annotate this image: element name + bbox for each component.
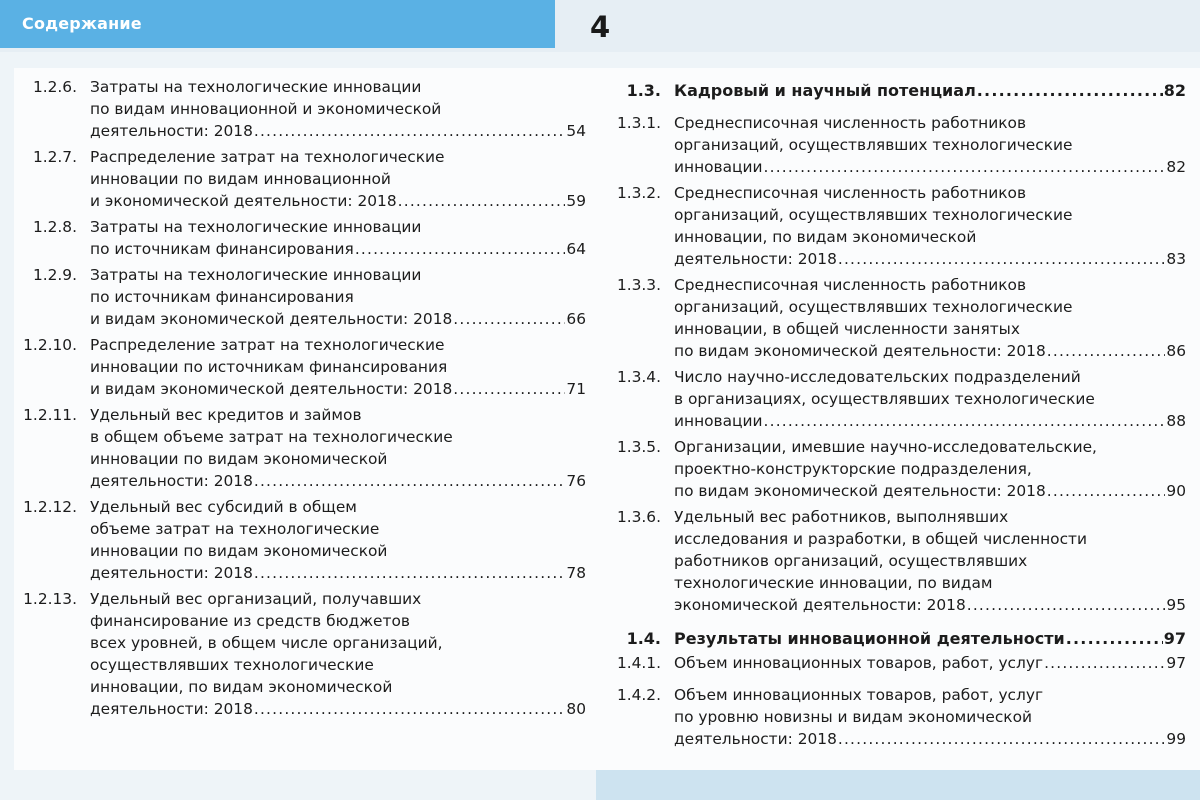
toc-entry-last-line: [90, 120, 586, 142]
toc-entry-line: инновации: [674, 158, 763, 176]
toc-entry[interactable]: [14, 334, 586, 400]
toc-entry-number: 1.3.: [626, 81, 661, 100]
toc-entry[interactable]: [14, 404, 586, 492]
dot-leader: [398, 190, 566, 212]
toc-page-ref: 90: [1166, 482, 1186, 500]
toc-entry-number: 1.3.1.: [616, 114, 661, 132]
toc-page-ref: 99: [1166, 730, 1186, 748]
toc-entry-line: Кадровый и научный потенциал: [674, 81, 976, 100]
toc-entry-number: 1.3.6.: [616, 508, 661, 526]
toc-page-ref: 95: [1166, 596, 1186, 614]
toc-entry[interactable]: [608, 182, 1186, 270]
dot-leader: [254, 698, 566, 720]
toc-entry[interactable]: [608, 112, 1186, 178]
toc-entry-number: 1.4.: [626, 629, 661, 648]
toc-entry-line: по видам инновационной и экономической: [90, 100, 442, 118]
toc-entry-line: деятельности: 2018: [90, 700, 253, 718]
toc-entry-title: [90, 404, 586, 492]
toc-entry-line: и экономической деятельности: 2018: [90, 192, 397, 210]
toc-entry-line: Распределение затрат на технологические: [90, 148, 445, 166]
toc-entry-line: исследования и разработки, в общей численности: [674, 530, 1088, 548]
toc-entry-title: [90, 588, 586, 720]
toc-entry-last-line: [90, 238, 586, 260]
toc-entry-title: [674, 506, 1186, 616]
toc-entry-line: организаций, осуществлявших технологические: [674, 298, 1073, 316]
toc-page-ref: 54: [566, 122, 586, 140]
toc-entry[interactable]: [608, 652, 1186, 674]
toc-entry-line: Удельный вес субсидий в общем: [90, 498, 357, 516]
toc-entry-line: деятельности: 2018: [674, 250, 837, 268]
toc-entry-line: финансирование из средств бюджетов: [90, 612, 410, 630]
toc-page-ref: 71: [566, 380, 586, 398]
dot-leader: [453, 308, 565, 330]
toc-page-ref: 97: [1163, 629, 1186, 648]
toc-page-ref: 83: [1166, 250, 1186, 268]
toc-page-ref: 78: [566, 564, 586, 582]
toc-entry[interactable]: [14, 496, 586, 584]
section-header-band: [0, 0, 555, 48]
toc-entry-last-line: [674, 480, 1186, 502]
dot-leader: [764, 156, 1166, 178]
toc-entry-last-line: [674, 80, 1186, 102]
toc-entry-line: инновации, в общей численности занятых: [674, 320, 1020, 338]
toc-entry-number: 1.2.13.: [23, 590, 77, 608]
dot-leader: [838, 248, 1166, 270]
toc-entry-line: в общем объеме затрат на технологические: [90, 428, 453, 446]
toc-entry-number: 1.2.11.: [23, 406, 77, 424]
toc-entry-title: [90, 334, 586, 400]
dot-leader: [355, 238, 566, 260]
toc-entry-line: Число научно-исследовательских подразделений: [674, 368, 1081, 386]
toc-page-ref: 97: [1166, 654, 1186, 672]
toc-entry-line: инновации по источникам финансирования: [90, 358, 448, 376]
toc-entry-last-line: [90, 470, 586, 492]
toc-entry-number: 1.2.8.: [32, 218, 77, 236]
toc-page-ref: 66: [566, 310, 586, 328]
toc-entry-line: осуществлявших технологические: [90, 656, 374, 674]
toc-entry[interactable]: [608, 274, 1186, 362]
toc-entry-number: 1.3.5.: [616, 438, 661, 456]
toc-entry-line: по источникам финансирования: [90, 288, 354, 306]
toc-page-ref: 59: [566, 192, 586, 210]
toc-entry-line: Удельный вес работников, выполнявших: [674, 508, 1009, 526]
toc-entry-line: Объем инновационных товаров, работ, услуг: [674, 654, 1044, 672]
toc-entry-line: инновации по видам экономической: [90, 450, 388, 468]
toc-entry-line: организаций, осуществлявших технологические: [674, 206, 1073, 224]
toc-entry-line: по видам экономической деятельности: 2018: [674, 482, 1046, 500]
dot-leader: [977, 80, 1163, 102]
dot-leader: [254, 470, 566, 492]
toc-entry-title: [90, 146, 586, 212]
toc-entry-line: Среднесписочная численность работников: [674, 276, 1027, 294]
toc-entry-last-line: [674, 594, 1186, 616]
toc-entry[interactable]: [14, 588, 586, 720]
toc-page-ref: 88: [1166, 412, 1186, 430]
toc-entry-title: [674, 366, 1186, 432]
toc-entry[interactable]: [608, 506, 1186, 616]
toc-entry-line: по источникам финансирования: [90, 240, 354, 258]
toc-entry[interactable]: [608, 366, 1186, 432]
toc-entry-line: по видам экономической деятельности: 2018: [674, 342, 1046, 360]
toc-entry-number: 1.3.3.: [616, 276, 661, 294]
toc-entry-title: [90, 76, 586, 142]
toc-entry-line: Результаты инновационной деятельности: [674, 629, 1065, 648]
dot-leader: [254, 120, 566, 142]
toc-entry-line: деятельности: 2018: [90, 564, 253, 582]
toc-page: [14, 68, 1200, 770]
toc-entry-line: и видам экономической деятельности: 2018: [90, 310, 453, 328]
toc-entry-line: деятельности: 2018: [90, 122, 253, 140]
toc-page-ref: 86: [1166, 342, 1186, 360]
toc-page-ref: 80: [566, 700, 586, 718]
toc-entry-last-line: [674, 652, 1186, 674]
toc-entry-last-line: [674, 340, 1186, 362]
toc-entry-last-line: [90, 190, 586, 212]
toc-entry[interactable]: [14, 216, 586, 260]
toc-entry-line: Удельный вес организаций, получавших: [90, 590, 422, 608]
toc-entry-line: Среднесписочная численность работников: [674, 114, 1027, 132]
toc-entry-number: 1.2.6.: [32, 78, 77, 96]
toc-entry-line: объеме затрат на технологические: [90, 520, 380, 538]
toc-entry[interactable]: [14, 264, 586, 330]
toc-entry-line: технологические инновации, по видам: [674, 574, 993, 592]
toc-entry-line: Затраты на технологические инновации: [90, 218, 422, 236]
dot-leader: [254, 562, 566, 584]
toc-entry-line: инновации: [674, 412, 763, 430]
toc-entry-line: работников организаций, осуществлявших: [674, 552, 1028, 570]
toc-entry-title: [674, 436, 1186, 502]
toc-entry[interactable]: [608, 684, 1186, 750]
toc-entry-title: [674, 182, 1186, 270]
toc-entry-title: [674, 628, 1186, 650]
toc-entry-last-line: [674, 728, 1186, 750]
dot-leader: [1047, 340, 1166, 362]
toc-entry-title: [90, 216, 586, 260]
toc-entry[interactable]: [14, 146, 586, 212]
toc-entry-number: 1.3.4.: [616, 368, 661, 386]
toc-entry-last-line: [90, 308, 586, 330]
toc-entry-title: [674, 112, 1186, 178]
toc-page-ref: 64: [566, 240, 586, 258]
dot-leader: [1044, 652, 1165, 674]
toc-entry-line: инновации, по видам экономической: [674, 228, 977, 246]
toc-entry-line: инновации, по видам экономической: [90, 678, 393, 696]
toc-entry-line: инновации по видам экономической: [90, 542, 388, 560]
toc-page-ref: 82: [1166, 158, 1186, 176]
toc-entry-last-line: [674, 628, 1186, 650]
toc-entry-title: [674, 274, 1186, 362]
toc-entry-title: [674, 684, 1186, 750]
page-number: 4: [590, 10, 611, 44]
toc-entry-line: в организациях, осуществлявших технологические: [674, 390, 1095, 408]
dot-leader: [967, 594, 1166, 616]
toc-page-ref: 82: [1163, 81, 1186, 100]
toc-entry-line: Распределение затрат на технологические: [90, 336, 445, 354]
toc-entry-line: инновации по видам инновационной: [90, 170, 391, 188]
dot-leader: [764, 410, 1166, 432]
dot-leader: [453, 378, 565, 400]
toc-entry-line: Затраты на технологические инновации: [90, 266, 422, 284]
toc-entry-line: деятельности: 2018: [674, 730, 837, 748]
toc-entry-last-line: [90, 562, 586, 584]
toc-entry[interactable]: [14, 76, 586, 142]
toc-entry-line: всех уровней, в общем числе организаций,: [90, 634, 443, 652]
toc-entry-last-line: [674, 410, 1186, 432]
toc-entry-number: 1.2.7.: [32, 148, 77, 166]
toc-entry-last-line: [90, 698, 586, 720]
dot-leader: [1047, 480, 1166, 502]
toc-entry-title: [90, 264, 586, 330]
dot-leader: [1066, 628, 1163, 650]
decorative-band: [596, 770, 1200, 800]
toc-entry-number: 1.2.9.: [32, 266, 77, 284]
toc-entry[interactable]: [608, 80, 1186, 102]
section-title: Содержание: [22, 14, 142, 33]
toc-entry-line: экономической деятельности: 2018: [674, 596, 966, 614]
toc-page-ref: 76: [566, 472, 586, 490]
toc-entry-title: [674, 80, 1186, 102]
toc-entry-line: Организации, имевшие научно-исследовательские,: [674, 438, 1097, 456]
toc-entry-line: Удельный вес кредитов и займов: [90, 406, 362, 424]
toc-entry[interactable]: [608, 628, 1186, 650]
toc-entry-number: 1.2.12.: [23, 498, 77, 516]
toc-entry-last-line: [674, 248, 1186, 270]
toc-entry-line: Среднесписочная численность работников: [674, 184, 1027, 202]
toc-entry-line: Затраты на технологические инновации: [90, 78, 422, 96]
toc-entry-number: 1.4.2.: [616, 686, 661, 704]
toc-entry-number: 1.3.2.: [616, 184, 661, 202]
toc-entry-line: по уровню новизны и видам экономической: [674, 708, 1033, 726]
toc-entry[interactable]: [608, 436, 1186, 502]
toc-entry-last-line: [674, 156, 1186, 178]
toc-entry-last-line: [90, 378, 586, 400]
dot-leader: [838, 728, 1166, 750]
toc-entry-line: организаций, осуществлявших технологические: [674, 136, 1073, 154]
toc-entry-line: и видам экономической деятельности: 2018: [90, 380, 453, 398]
toc-entry-title: [90, 496, 586, 584]
toc-entry-line: проектно-конструкторские подразделения,: [674, 460, 1032, 478]
toc-entry-title: [674, 652, 1186, 674]
toc-entry-line: Объем инновационных товаров, работ, услуг: [674, 686, 1044, 704]
toc-entry-line: деятельности: 2018: [90, 472, 253, 490]
toc-entry-number: 1.4.1.: [616, 654, 661, 672]
toc-entry-number: 1.2.10.: [23, 336, 77, 354]
